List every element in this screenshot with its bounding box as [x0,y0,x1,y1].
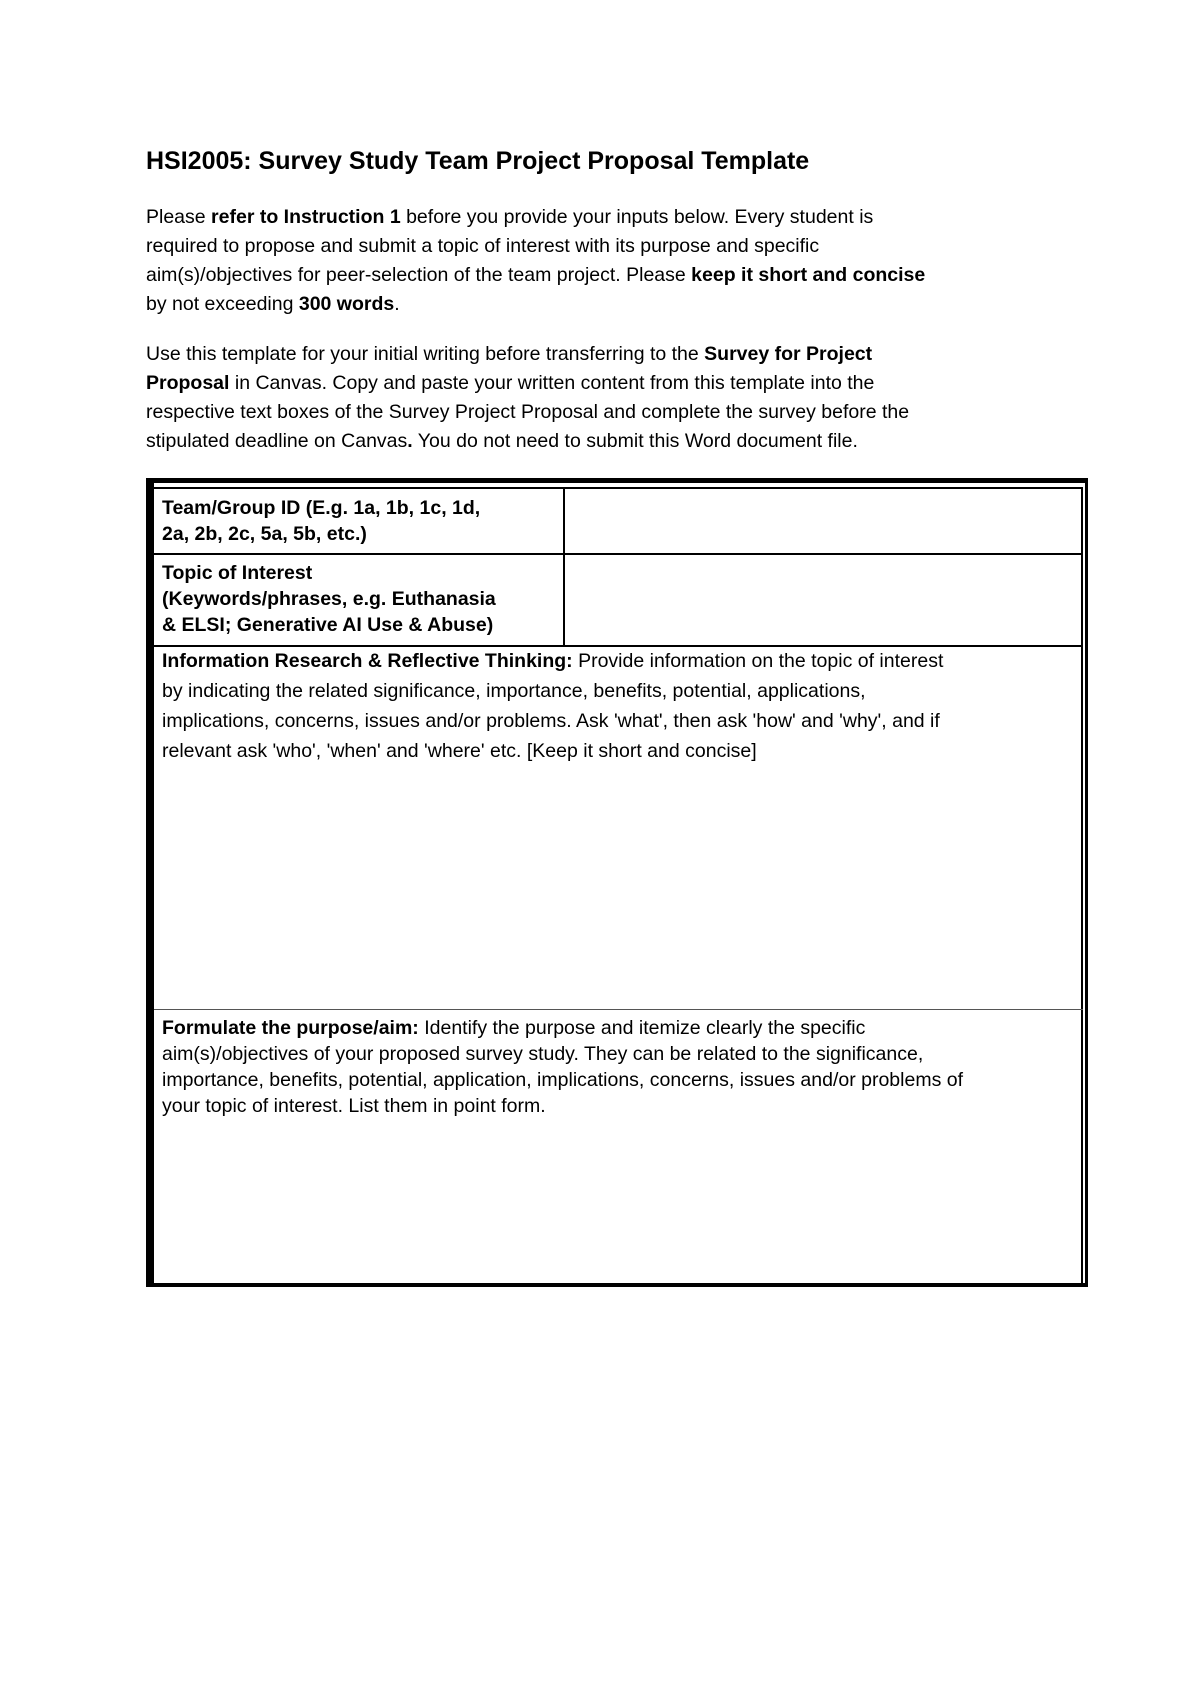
text: before you provide your inputs below. Every student is [400,206,874,228]
table-inner-rule [1081,487,1083,1283]
prompt-line-4: relevant ask 'who', 'when' and 'where' etc. [Keep it short and concise] [162,740,757,762]
instruction-line-3 [146,261,1076,290]
prompt-line-3: implications, concerns, issues and/or problems. Ask 'what', then ask 'how' and 'why', and if [162,710,940,732]
emphasis-text: 300 words [298,293,395,315]
label-line: & ELSI; Generative AI Use & Abuse) [162,614,494,636]
prompt-line-2: by indicating the related significance, importance, benefits, potential, applications, [162,680,866,702]
usage-line-1 [146,340,1076,369]
usage-line-4 [146,427,1076,456]
information-research-field[interactable] [156,760,1080,1008]
instruction-line-1 [146,203,1076,232]
emphasis-text: . [407,430,413,452]
emphasis-text: Survey for Project [704,343,873,365]
instruction-line-2: required to propose and submit a topic of interest with its purpose and specific [146,235,820,257]
usage-line-3: respective text boxes of the Survey Project Proposal and complete the survey before the [146,401,910,423]
text: stipulated deadline on Canvas [146,430,408,452]
prompt-line-2: aim(s)/objectives of your proposed survey study. They can be related to the significance, [162,1043,924,1065]
usage-paragraph [146,340,1076,456]
text: Use this template for your initial writing before transferring to the [146,343,705,365]
prompt-line-1 [162,646,943,676]
table-column-divider [563,489,565,645]
usage-line-2 [146,369,1076,398]
team-id-field[interactable] [566,489,1080,553]
instruction-paragraph [146,203,1076,319]
purpose-aim-field[interactable] [156,1125,1080,1283]
topic-of-interest-label [162,560,496,638]
prompt-line-3: importance, benefits, potential, application, implications, concerns, issues and/or problems of [162,1069,964,1091]
prompt-heading: Formulate the purpose/aim: [162,1017,419,1039]
team-id-label [162,495,480,547]
prompt-heading: Information Research & Reflective Thinking: [162,650,573,672]
label-line: Topic of Interest [162,562,313,584]
text: Please [146,206,212,228]
text: . [394,293,400,315]
information-research-prompt [162,646,943,766]
label-line: (Keywords/phrases, e.g. Euthanasia [162,588,496,610]
text: Provide information on the topic of interest [572,650,944,672]
emphasis-text: refer to Instruction 1 [211,206,401,228]
text: by not exceeding [146,293,299,315]
instruction-line-4 [146,290,1076,319]
emphasis-text: keep it short and concise [691,264,926,286]
table-row-divider [154,1009,1083,1010]
text: aim(s)/objectives for peer-selection of the team project. Please [146,264,692,286]
emphasis-text: Proposal [146,372,230,394]
topic-of-interest-field[interactable] [566,555,1080,645]
purpose-aim-prompt [162,1015,963,1119]
label-line: Team/Group ID (E.g. 1a, 1b, 1c, 1d, [162,497,481,519]
page-title: HSI2005: Survey Study Team Project Proposal Template [146,147,810,175]
text: You do not need to submit this Word document file. [412,430,858,452]
prompt-line-4: your topic of interest. List them in point form. [162,1095,546,1117]
text: in Canvas. Copy and paste your written content from this template into the [229,372,875,394]
prompt-line-1 [162,1015,963,1041]
label-line: 2a, 2b, 2c, 5a, 5b, etc.) [162,523,367,545]
text: Identify the purpose and itemize clearly the specific [418,1017,866,1039]
